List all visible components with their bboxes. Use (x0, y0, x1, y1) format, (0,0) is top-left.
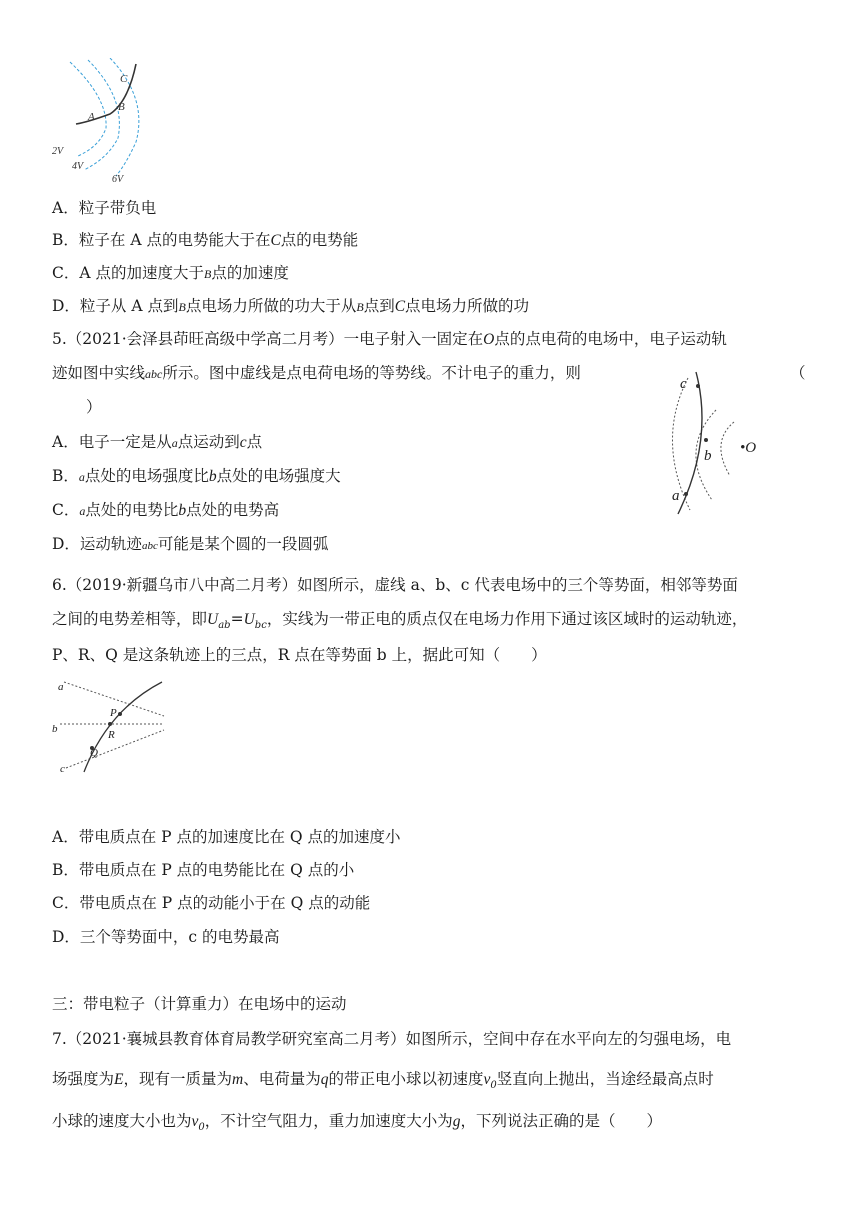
q7-stem-line2: 场强度为E，现有一质量为m、电荷量为q的带正电小球以初速度$v_0$竖直向上抛出，当途经最高点时 (52, 1070, 714, 1092)
q5-stem-line1: 5.（2021·会泽县茚旺高级中学高二月考）一电子射入一固定在O点的点电荷的电场中，电子运动轨 (52, 330, 727, 348)
label-a: a (58, 681, 64, 693)
q7-stem-line3: 小球的速度大小也为$v_0$，不计空气阻力，重力加速度大小为g，下列说法正确的是（ ） (52, 1112, 663, 1134)
point-c (696, 384, 700, 388)
point-r (108, 722, 112, 726)
q5-option-a: A．电子一定是从a点运动到c点 (52, 433, 263, 451)
q4-option-c: C．A 点的加速度大于B点的加速度 (52, 264, 289, 282)
q6-stem-line2: 之间的电势差相等，即$U_{ab}=U_{bc}$，实线为一带正电的质点仅在电场力作用下通过该区域时的运动轨迹， (52, 610, 748, 632)
equipotential-2v (70, 62, 106, 156)
q5-option-d: D．运动轨迹abc可能是某个圆的一段圆弧 (52, 535, 329, 553)
q7-stem-line1: 7.（2021·襄城县教育体育局教学研究室高二月考）如图所示，空间中存在水平向左的匀强电场，电 (52, 1030, 732, 1048)
q4-equipotential-figure (48, 58, 158, 186)
q6-option-c: C．带电质点在 P 点的动能小于在 Q 点的动能 (52, 894, 371, 912)
q6-option-a: A．带电质点在 P 点的加速度比在 Q 点的加速度小 (52, 828, 401, 846)
q5-paren-close: ） (86, 398, 102, 416)
q6-stem-line1: 6.（2019·新疆乌市八中高二月考）如图所示，虚线 a、b、c 代表电场中的三个等势面，相邻等势面 (52, 576, 738, 594)
label-2v: 2V (52, 146, 64, 157)
point-p (118, 712, 122, 716)
q4-option-d: D．粒子从 A 点到B点电场力所做的功大于从B点到C点电场力所做的功 (52, 297, 530, 315)
q6-equipotential-figure (50, 676, 170, 776)
label-b: b (52, 723, 58, 735)
q5-option-c: C．a点处的电势比b点处的电势高 (52, 501, 280, 519)
label-c: c (60, 763, 65, 775)
q6-option-b: B．带电质点在 P 点的电势能比在 Q 点的小 (52, 861, 355, 879)
q5-trajectory-figure (660, 370, 780, 520)
q5-option-b: B．a点处的电场强度比b点处的电场强度大 (52, 467, 341, 485)
label-o: •O (740, 440, 757, 456)
label-r: R (108, 729, 115, 741)
label-q: Q (90, 747, 98, 759)
label-4v: 4V (72, 161, 84, 172)
section-3-title: 三：带电粒子（计算重力）在电场中的运动 (52, 995, 347, 1013)
q5-paren-open: （ (790, 364, 806, 382)
q4-option-b: B．粒子在 A 点的电势能大于在C点的电势能 (52, 231, 359, 249)
label-a: A (88, 111, 95, 123)
label-6v: 6V (112, 174, 124, 185)
q5-stem-line2: 迹如图中实线abc所示。图中虚线是点电荷电场的等势线。不计电子的重力，则 (52, 364, 581, 382)
q6-option-d: D．三个等势面中，c 的电势最高 (52, 928, 280, 946)
q4-option-a: A．粒子带负电 (52, 199, 157, 217)
point-a (684, 492, 688, 496)
equipotential-c (66, 730, 164, 768)
q6-stem-line3: P、R、Q 是这条轨迹上的三点，R 点在等势面 b 上，据此可知（ ） (52, 646, 547, 664)
label-c: C (120, 73, 128, 85)
label-b: B (118, 101, 125, 113)
label-a: a (672, 488, 680, 504)
equipotential-inner (721, 422, 734, 476)
label-p: P (110, 707, 117, 719)
label-c: c (680, 376, 687, 392)
point-b (704, 438, 708, 442)
label-b: b (704, 448, 712, 464)
